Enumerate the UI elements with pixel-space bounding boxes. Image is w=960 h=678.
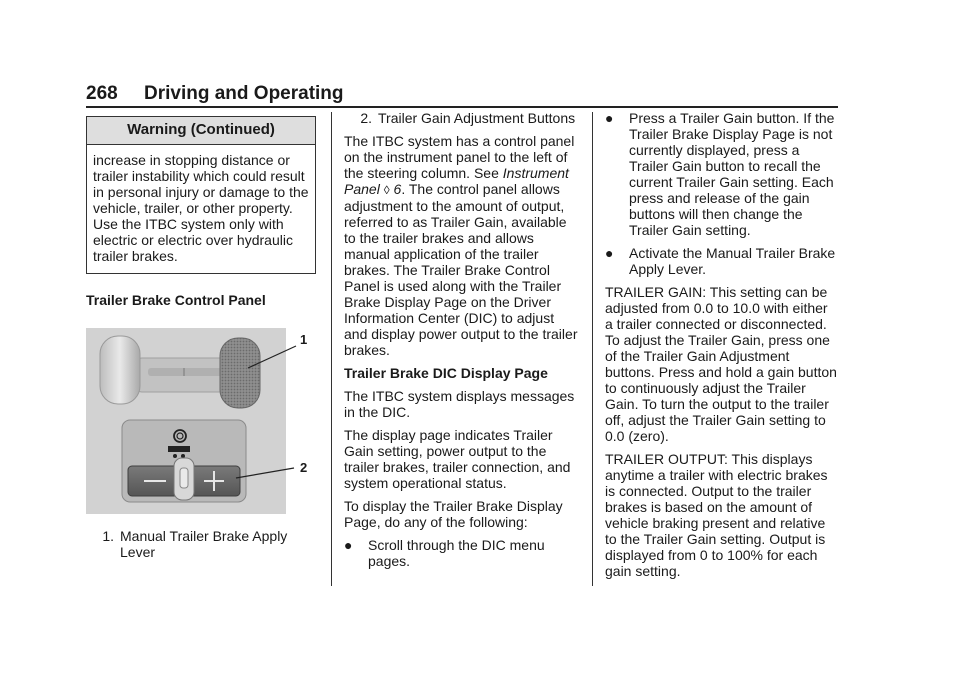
column-1 bbox=[86, 116, 318, 560]
control-panel-figure bbox=[86, 328, 326, 524]
list-number: 2. bbox=[360, 110, 372, 126]
itbc-paragraph bbox=[344, 133, 580, 358]
list-item bbox=[86, 528, 318, 560]
text-span: The ITBC system has a control panel on the instrument panel to the left of the steering column. See bbox=[344, 133, 575, 181]
section-title: Driving and Operating bbox=[144, 83, 344, 104]
bullet-dot: ● bbox=[605, 245, 614, 261]
warning-box bbox=[86, 116, 316, 274]
text-span: . The control panel allows adjustment to the amount of output, referred to as Trailer Gain, available to the trailer brakes and allows manual application of the trailer brakes. The Trailer Brake Control Panel is used along with the Trailer Brake Display Page on the Driver Information Center (DIC) to adjust and display power output to the trailer brakes. bbox=[344, 181, 578, 358]
list-item bbox=[344, 110, 580, 126]
list-text: Manual Trailer Brake Apply Lever bbox=[120, 528, 288, 560]
callout-lines bbox=[86, 328, 326, 524]
header-rule bbox=[86, 106, 838, 108]
paragraph: The display page indicates Trailer Gain setting, power output to the trailer brakes, trailer connection, and system operational status. bbox=[344, 427, 571, 491]
bullet-item bbox=[605, 110, 839, 238]
bullet-text: Scroll through the DIC menu pages. bbox=[368, 537, 545, 569]
subheading-dic-display: Trailer Brake DIC Display Page bbox=[344, 365, 548, 381]
page-number: 268 bbox=[86, 83, 118, 104]
bullet-dot: ● bbox=[605, 110, 614, 126]
bullet-text: Press a Trailer Gain button. If the Trailer Brake Display Page is not currently displayed, press a Trailer Gain button to recall the current Trailer Gain setting. Each press and release of the gain buttons will then change the Trailer Gain setting. bbox=[629, 110, 835, 238]
bullet-text: Activate the Manual Trailer Brake Apply Lever. bbox=[629, 245, 836, 277]
page-header bbox=[86, 82, 838, 106]
page-ref-number[interactable]: 6 bbox=[393, 181, 402, 197]
column-divider bbox=[592, 112, 593, 586]
instrument-panel-link[interactable]: Instrument Panel bbox=[344, 165, 569, 197]
list-number: 1. bbox=[102, 528, 114, 544]
trailer-gain-paragraph: TRAILER GAIN: This setting can be adjusted from 0.0 to 10.0 with either a trailer connected or disconnected. To adjust the Trailer Gain, press one of the Trailer Gain Adjustment buttons. Press and hold a gain button to continuously adjust the Trailer Gain. To turn the output to the trailer off, adjust the Trailer Gain setting to 0.0 (zero). bbox=[605, 284, 837, 444]
bullet-dot: ● bbox=[344, 537, 353, 553]
column-2 bbox=[344, 110, 580, 569]
warning-title: Warning (Continued) bbox=[87, 117, 315, 145]
bullet-item bbox=[344, 537, 580, 569]
page-ref-icon: ◊ bbox=[383, 183, 390, 197]
bullet-item bbox=[605, 245, 839, 277]
callout-1: 1 bbox=[300, 332, 308, 347]
callout-2: 2 bbox=[300, 460, 308, 475]
paragraph: To display the Trailer Brake Display Page, do any of the following: bbox=[344, 498, 563, 530]
paragraph: The ITBC system displays messages in the DIC. bbox=[344, 388, 575, 420]
subheading-control-panel: Trailer Brake Control Panel bbox=[86, 292, 266, 308]
trailer-output-paragraph: TRAILER OUTPUT: This displays anytime a trailer with electric brakes is connected. Output to the trailer brakes is based on the amount of vehicle braking present and relative to the Trailer Gain setting. Output is displayed from 0 to 100% for each gain setting. bbox=[605, 451, 828, 579]
list-text: Trailer Gain Adjustment Buttons bbox=[378, 110, 576, 126]
warning-body: increase in stopping distance or trailer instability which could result in personal injury or damage to the vehicle, trailer, or other property. Use the ITBC system only with electric or electric over hydraulic trailer brakes. bbox=[93, 152, 309, 264]
column-divider bbox=[331, 112, 332, 586]
column-3 bbox=[605, 110, 839, 586]
